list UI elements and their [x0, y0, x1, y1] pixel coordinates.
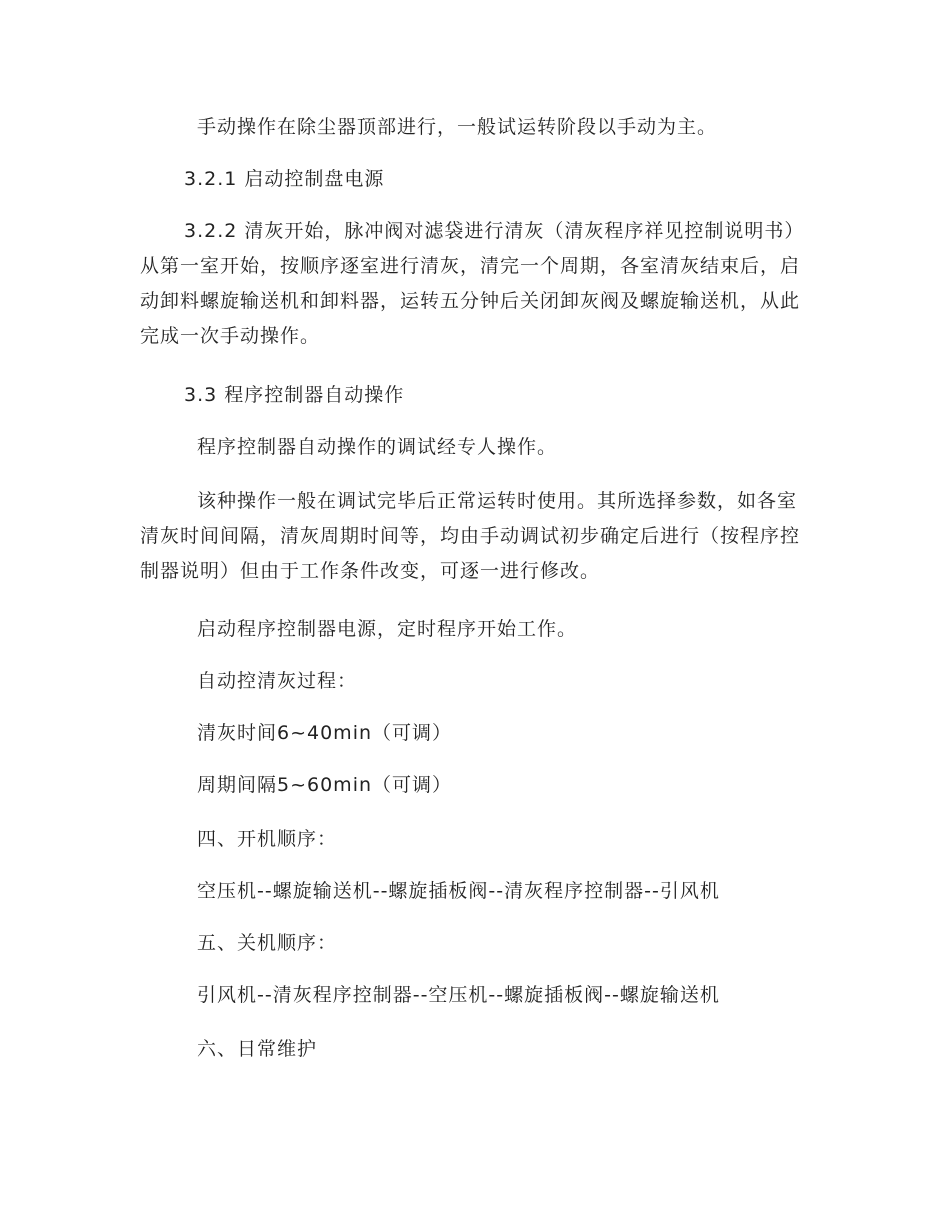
paragraph-clean-time: 清灰时间6~40min（可调） — [197, 722, 453, 744]
section-3-2-2: 3.2.2 清灰开始，脉冲阀对滤袋进行清灰（清灰程序祥见控制说明书）从第一室开始，按顺序逐室进行清灰，清完一个周期，各室清灰结束后，启动卸料螺旋输送机和卸料器，运转五分钟后关闭卸灰阀及螺旋输送机，从此完成一次手动操作。 — [140, 220, 805, 347]
paragraph-startup-sequence: 空压机--螺旋输送机--螺旋插板阀--清灰程序控制器--引风机 — [197, 880, 720, 902]
paragraph-manual-operation: 手动操作在除尘器顶部进行，一般试运转阶段以手动为主。 — [197, 116, 718, 138]
paragraph-cycle-interval: 周期间隔5~60min（可调） — [197, 774, 453, 796]
paragraph-auto-clean-process: 自动控清灰过程： — [197, 670, 358, 692]
section-3-2-1: 3.2.1 启动控制盘电源 — [184, 168, 385, 190]
paragraph-shutdown-sequence: 引风机--清灰程序控制器--空压机--螺旋插板阀--螺旋输送机 — [197, 984, 720, 1006]
heading-startup-sequence: 四、开机顺序： — [197, 828, 338, 850]
paragraph-operation-params: 该种操作一般在调试完毕后正常运转时使用。其所选择参数，如各室清灰时间间隔，清灰周期时间等，均由手动调试初步确定后进行（按程序控制器说明）但由于工作条件改变，可逐一进行修改。 — [140, 490, 801, 582]
heading-daily-maintenance: 六、日常维护 — [197, 1038, 318, 1060]
section-3-3-heading: 3.3 程序控制器自动操作 — [184, 384, 405, 406]
paragraph-start-controller: 启动程序控制器电源，定时程序开始工作。 — [197, 618, 578, 640]
heading-shutdown-sequence: 五、关机顺序： — [197, 932, 338, 954]
paragraph-auto-debug: 程序控制器自动操作的调试经专人操作。 — [197, 436, 558, 458]
